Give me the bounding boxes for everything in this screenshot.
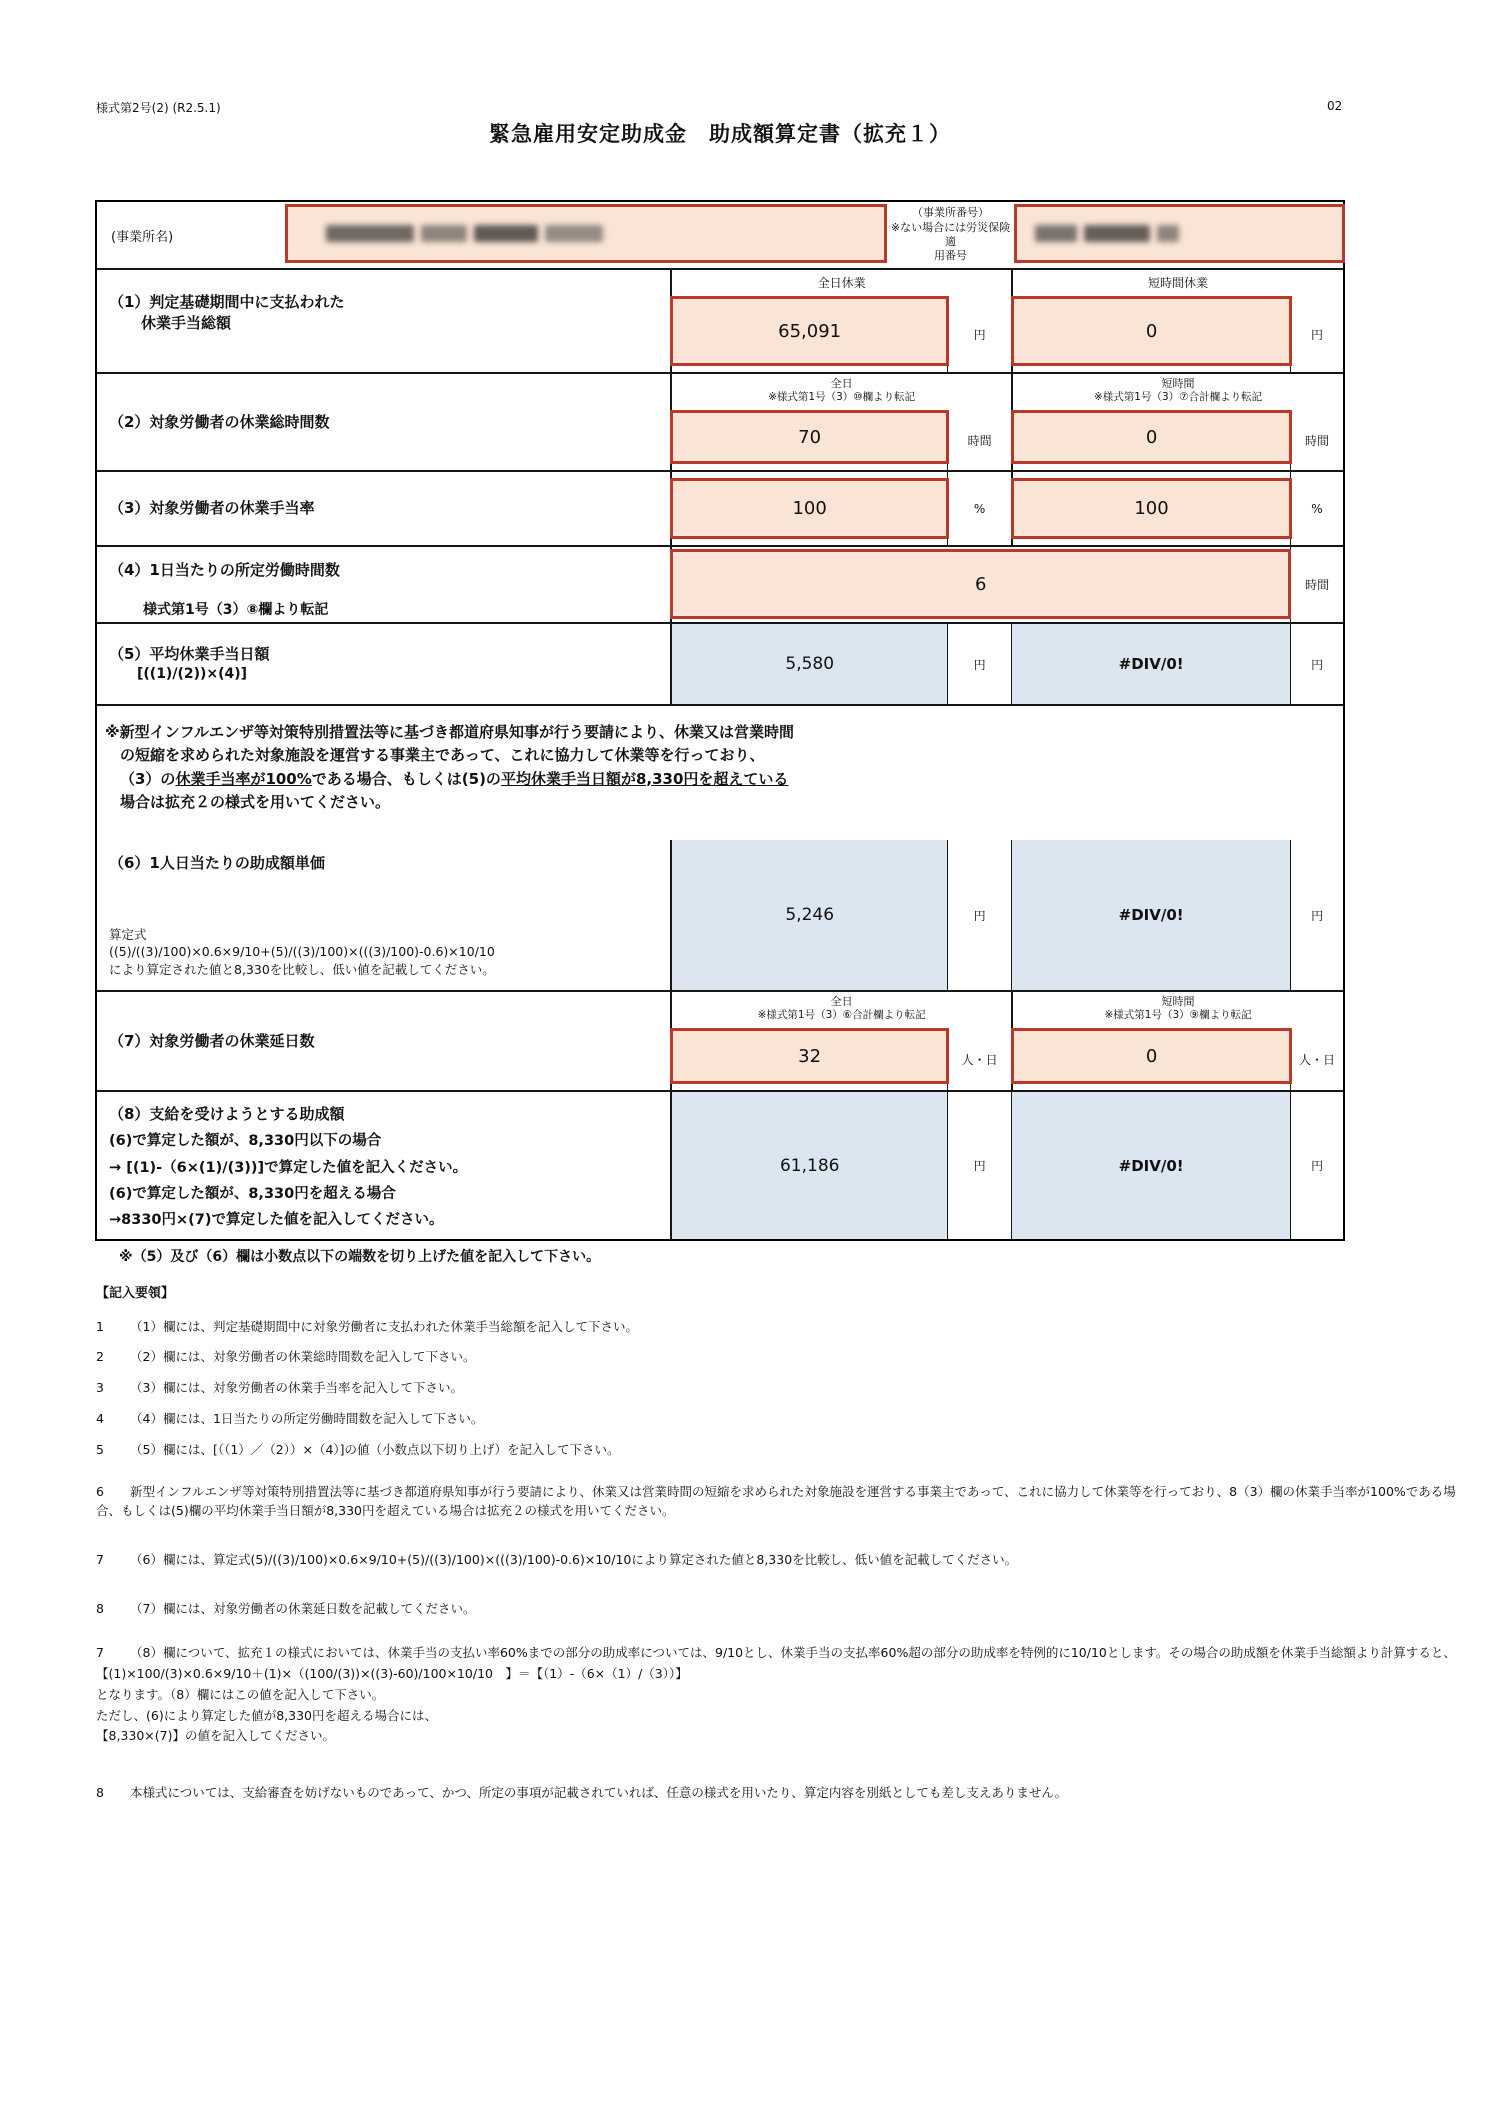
column-subheader: 全日 ※様式第1号（3）⑥合計欄より転記	[757, 995, 926, 1021]
form-code: 様式第2号(2) (R2.5.1)	[96, 101, 221, 115]
employer-row	[97, 202, 1343, 268]
row-label: （5）平均休業手当日額 [((1)/(2))×(4)]	[97, 624, 672, 704]
calculation-table	[95, 200, 1345, 1241]
page-title: 緊急雇用安定助成金 助成額算定書（拡充１）	[489, 122, 951, 146]
column-subheader: 短時間 ※様式第1号（3）⑨欄より転記	[1104, 995, 1252, 1021]
unit-label: 円	[1290, 840, 1343, 990]
column-subheader: 短時間 ※様式第1号（3）⑦合計欄より転記	[1094, 377, 1263, 403]
guide-item: 7 （6）欄には、算定式(5)/((3)/100)×0.6×9/10+(5)/((3)/100)×(((3)/100)-0.6)×10/10により算定された値と8,330を比較し、低い値を記載してください。	[96, 1551, 1018, 1567]
calc-r5-shorttime: #DIV/0!	[1011, 624, 1290, 704]
redaction-block	[545, 225, 603, 242]
calc-r6-shorttime: #DIV/0!	[1011, 840, 1290, 990]
field-r4-daily-hours[interactable]: 6	[670, 549, 1291, 619]
row-label: （4）1日当たりの所定労働時間数 様式第1号（3）⑧欄より転記	[97, 547, 672, 622]
unit-label: 時間	[947, 410, 1011, 470]
guide-item: 3 （3）欄には、対象労働者の休業手当率を記入して下さい。	[96, 1380, 463, 1395]
employer-number-redacted	[1035, 225, 1179, 242]
unit-label: 円	[1290, 296, 1343, 372]
redaction-block	[1084, 225, 1150, 242]
unit-label: %	[947, 472, 1011, 545]
employer-number-field[interactable]	[1014, 204, 1345, 263]
field-r2-shorttime-hours[interactable]: 0	[1011, 410, 1292, 464]
unit-label: 円	[947, 1092, 1011, 1239]
field-r1-shorttime-amount[interactable]: 0	[1011, 296, 1292, 366]
redaction-block	[421, 225, 467, 242]
unit-label: 円	[947, 840, 1011, 990]
calc-r8-shorttime: #DIV/0!	[1011, 1092, 1290, 1239]
unit-label: 円	[947, 624, 1011, 704]
rounding-footnote: ※（5）及び（6）欄は小数点以下の端数を切り上げた値を記入して下さい。	[119, 1249, 601, 1265]
table-row-6	[97, 840, 1343, 990]
employer-name-redacted	[326, 225, 603, 242]
redaction-block	[474, 225, 538, 242]
unit-label: 時間	[1290, 547, 1343, 622]
table-row-7	[97, 990, 1343, 1090]
table-row-1	[97, 268, 1343, 372]
calc-formula-note: 算定式 ((5)/((3)/100)×0.6×9/10+(5)/((3)/100)×(((3)/100)-0.6)×10/10 により算定された値と8,330を比較し、低い値を記載してください。	[109, 926, 495, 977]
note-block: ※新型インフルエンザ等対策特別措置法等に基づき都道府県知事が行う要請により、休業又は営業時間 の短縮を求められた対象施設を運営する事業主であって、これに協力して休業等を行っており、 （3）の休業手当率が100%である場合、もしくは(5)の平均休業手当日額が8,330円を超えている 場合は拡充２の様式を用いてください。	[97, 704, 1343, 840]
unit-label: 人・日	[1290, 1028, 1343, 1090]
unit-label: 人・日	[947, 1028, 1011, 1090]
field-r1-fullday-amount[interactable]: 65,091	[670, 296, 949, 366]
row-label: （7）対象労働者の休業延日数	[97, 992, 672, 1090]
table-row-5	[97, 622, 1343, 704]
redaction-block	[326, 225, 414, 242]
row-label: （1）判定基礎期間中に支払われた 休業手当総額	[97, 270, 672, 372]
guide-item: 7 （8）欄について、拡充１の様式においては、休業手当の支払い率60%までの部分の助成率については、9/10とし、休業手当の支払率60%超の部分の助成率を特例的に10/10とします。その場合の助成額を休業手当総額より計算すると、 【(1)×100/(3)×0.6×9/10＋(1)×（(100/(3))×((3)-60)/100×10/10 】＝【（1）-（6×（1）/（3））】 となります。（8）欄にはこの値を記入して下さい。 ただし、(6)により算定した値が8,330円を超える場合には、 【8,330×(7)】の値を記入してください。	[96, 1645, 1456, 1744]
guide-item: 8 （7）欄には、対象労働者の休業延日数を記載してください。	[96, 1600, 476, 1616]
employer-name-field[interactable]	[285, 204, 887, 263]
redaction-block	[1035, 225, 1077, 242]
guide-item: 2 （2）欄には、対象労働者の休業総時間数を記入して下さい。	[96, 1349, 476, 1365]
field-r3-fullday-rate[interactable]: 100	[670, 478, 949, 539]
calc-r8-fullday: 61,186	[672, 1092, 947, 1239]
guide-section	[96, 1284, 1468, 1815]
redaction-block	[1157, 225, 1179, 242]
page-number: 02	[1327, 99, 1343, 113]
unit-label: 円	[1290, 1092, 1343, 1239]
employer-number-label: （事業所番号） ※ない場合には労災保険適 用番号	[890, 206, 1011, 263]
unit-label: 時間	[1290, 410, 1343, 470]
calc-r5-fullday: 5,580	[672, 624, 947, 704]
column-header-fullday: 全日休業	[817, 276, 866, 290]
guide-heading: 【記入要領】	[96, 1286, 175, 1301]
column-subheader: 全日 ※様式第1号（3）⑩欄より転記	[768, 377, 916, 403]
guide-item: 8 本様式については、支給審査を妨げないものであって、かつ、所定の事項が記載されていれば、任意の様式を用いたり、算定内容を別紙としても差し支えありません。	[96, 1785, 1068, 1800]
row-label: （3）対象労働者の休業手当率	[97, 472, 672, 545]
field-r7-fullday-days[interactable]: 32	[670, 1028, 949, 1084]
guide-item: 6 新型インフルエンザ等対策特別措置法等に基づき都道府県知事が行う要請により、休業又は営業時間の短縮を求められた対象施設を運営する事業主であって、これに協力して休業等を行っており、8（3）欄の休業手当率が100%である場合、もしくは(5)欄の平均休業手当日額が8,330円を超えている場合は拡充２の様式を用いてください。	[96, 1484, 1456, 1518]
guide-item: 5 （5）欄には、[（（1）／（2））×（4）]の値（小数点以下切り上げ）を記入して下さい。	[96, 1441, 620, 1457]
column-header-shorttime: 短時間休業	[1148, 276, 1209, 290]
unit-label: %	[1290, 472, 1343, 545]
row-label: （8）支給を受けようとする助成額 (6)で算定した額が、8,330円以下の場合 → [(1)-（6×(1)/(3))]で算定した値を記入ください。 (6)で算定した額が、8,330円を超える場合 →8330円×(7)で算定した値を記入してください。	[97, 1092, 672, 1239]
row-label: （2）対象労働者の休業総時間数	[97, 374, 672, 470]
field-r7-shorttime-days[interactable]: 0	[1011, 1028, 1292, 1084]
unit-label: 円	[1290, 624, 1343, 704]
unit-label: 円	[947, 296, 1011, 372]
guide-item: 4 （4）欄には、1日当たりの所定労働時間数を記入して下さい。	[96, 1410, 484, 1426]
calc-r6-fullday: 5,246	[672, 840, 947, 990]
row-label: （6）1人日当たりの助成額単価 算定式 ((5)/((3)/100)×0.6×9/10+(5)/((3)/100)×(((3)/100)-0.6)×10/10 により算定された値と8,330を比較し、低い値を記載してください。	[97, 840, 672, 990]
guide-item: 1 （1）欄には、判定基礎期間中に対象労働者に支払われた休業手当総額を記入して下さい。	[96, 1318, 638, 1334]
field-r2-fullday-hours[interactable]: 70	[670, 410, 949, 464]
table-row-2	[97, 372, 1343, 470]
field-r3-shorttime-rate[interactable]: 100	[1011, 478, 1292, 539]
table-row-3	[97, 470, 1343, 545]
table-row-8	[97, 1090, 1343, 1239]
table-row-4	[97, 545, 1343, 622]
employer-name-label: (事業所名)	[111, 229, 174, 245]
